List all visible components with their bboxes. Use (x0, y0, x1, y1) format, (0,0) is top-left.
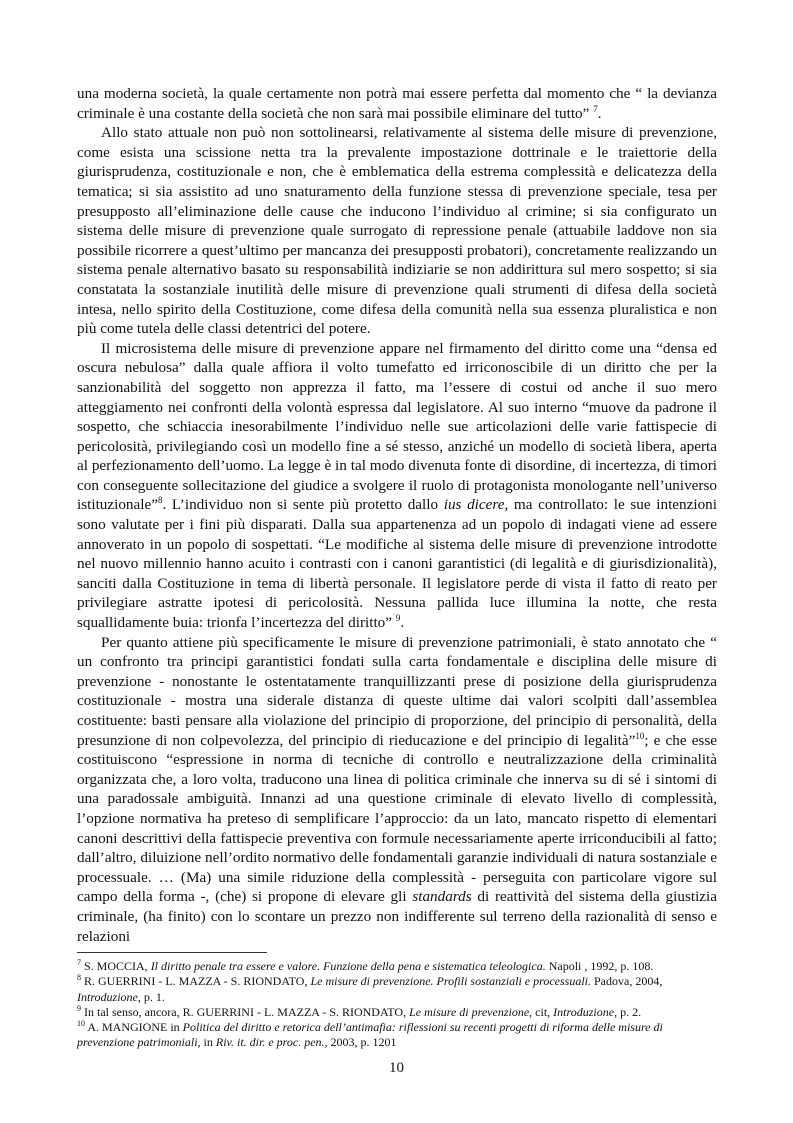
paragraph-3: Il microsistema delle misure di prevenzione appare nel firmamento del diritto come una “densa ed oscura nebulosa” dalla quale affiora il volto tumefatto ed irriconoscibile di un diritto che per la sanzionabilità del soggetto non apprezza il fatto, ma l’essere di costui od anche il suo mero atteggiamento nei confronti della volontà espressa dal legislatore. Al suo interno “muove da padrone il sospetto, che schiaccia inesorabilmente l’individuo nelle sue articolazioni delle varie fattispecie di pericolosità, privilegiando così un modello fine a sé stesso, anziché un modello di società libera, aperta al perfezionamento dell’uomo. La legge è in tal modo divenuta fonte di disordine, di incertezza, di timori con conseguente sollecitazione del giudice a svolgere il ruolo di protagonista monologante nell’universo istituzionale”$^8$. L’individuo non si sente più protetto dallo ius dicere, ma controllato: le sue intenzioni sono valutate per i fini più disparati. Dalla sua appartenenza ad un popolo di indagati viene ad essere annoverato in un popolo di sospettati. “Le modifiche al sistema delle misure di prevenzione introdotte nel nuovo millennio hanno acuito i contrasti con i canoni garantistici (di legalità e di giurisdizionalità), sanciti dalla Costituzione in tema di libertà personale. Il legislatore perde di vista il fatto di reato per privilegiare astratte ipotesi di pericolosità. Nessuna pallida luce illumina la notte, che resta squallidamente buia: trionfa l’incertezza del diritto” $^9$. (77, 339, 717, 632)
footnote-8: $^8$ R. GUERRINI - L. MAZZA - S. RIONDATO, Le misure di prevenzione. Profili sostanziali e processuali. Padova, 2004, Introduzione, p. 1. (77, 973, 663, 1004)
footnote-9: $^9$ In tal senso, ancora, R. GUERRINI - L. MAZZA - S. RIONDATO, Le misure di prevenzione, cit, Introduzione, p. 2. (77, 1003, 642, 1019)
paragraph-1: una moderna società, la quale certamente non potrà mai essere perfetta dal momento che “ la devianza criminale è una costante della società che non sarà mai possibile eliminare del tutto” $^7$. (77, 85, 717, 122)
footnote-ref-9[interactable]: 9 (395, 613, 401, 624)
paragraph-2: Allo stato attuale non può non sottolinearsi, relativamente al sistema delle misure di prevenzione, come esista una scissione netta tra la prevalente impostazione dottrinale e le traiettorie della giurisprudenza, costituzionale e non, che è emblematica della estrema complessità e delicatezza della tematica; si sia assistito ad uno snaturamento della funzione stessa di prevenzione speciale, tesa per presupposto all’eliminazione delle cause che inducono l’individuo al crimine; si sia configurato un sistema delle misure di prevenzione quale surrogato di repressione penale (attuabile laddove non sia possibile ricorrere a quest’ultimo per mancanza dei presupposti probatori), concretamente realizzando un sistema penale alternativo basato su responsabilità indiziarie se non addirittura sul mero sospetto; si sia constatata la sostanziale inutilità delle misure di prevenzione quali strumenti di difesa della società intesa, nello spirito della Costituzione, come difesa della comunità nella sua essenza pluralistica e non più come tutela delle classi detentrici del potere. (77, 124, 717, 338)
paragraph-4: Per quanto attiene più specificamente le misure di prevenzione patrimoniali, è stato annotato che “ un confronto tra principi garantistici fondati sulla carta fondamentale e disciplina delle misure di prevenzione - nonostante le ostentatamente tranquillizzanti prese di posizione della giurisprudenza costituzionale - mostra una siderale distanza di queste ultime dai valori scolpiti dall’assemblea costituente: basti pensare alla violazione del principio di proporzione, del principio di personalità, della presunzione di non colpevolezza, del principio di rieducazione e del principio di legalità”$^{10}$; e che esse costituiscono “espressione in norma di tecniche di controllo e neutralizzazione della criminalità organizzata che, a loro volta, traducono una linea di politica criminale che innerva su di sé i sintomi di una paradossale ambiguità. Innanzi ad una questione criminale di elevato livello di complessità, l’opzione normativa ha preteso di semplificare l’approccio: da un lato, mancato rispetto di elementari canoni descrittivi della fattispecie preventiva con formule necessariamente aperte irriconducibili al fatto; dall’altro, diluizione nell’ordito normativo delle fondamentali garanzie individuali di natura sostanziale e processuale. … (Ma) una simile riduzione della complessità - perseguita con particolare vigore sul campo della forma -, (che) si propone di elevare gli standards di reattività del sistema della giustizia criminale, (ha finito) con lo scontare un prezzo non indifferente sul terreno della razionalità di senso e relazioni (77, 633, 717, 945)
footnote-7: $^7$ S. MOCCIA, Il diritto penale tra essere e valore. Funzione della pena e sistematica teleologica. Napoli , 1992, p. 108. (77, 958, 654, 973)
document-body (77, 84, 717, 946)
footnote-divider (77, 952, 267, 953)
footnote-10: $^{10}$ A. MANGIONE in Politica del diritto e retorica dell’antimafia: riflessioni su recenti progetti di riforma delle misure di prevenzione patrimoniali, in Riv. it. dir. e proc. pen., 2003, p. 1201 (77, 1019, 663, 1050)
italic-standards: standards (412, 888, 472, 906)
page-number: 10 (389, 1060, 404, 1076)
footnotes-section (77, 952, 717, 1051)
italic-ius-dicere: ius dicere (443, 496, 505, 514)
footnote-ref-7[interactable]: 7 (593, 103, 598, 114)
footnote-ref-10[interactable]: 10 (635, 730, 645, 741)
footnote-ref-8[interactable]: 8 (157, 495, 163, 506)
